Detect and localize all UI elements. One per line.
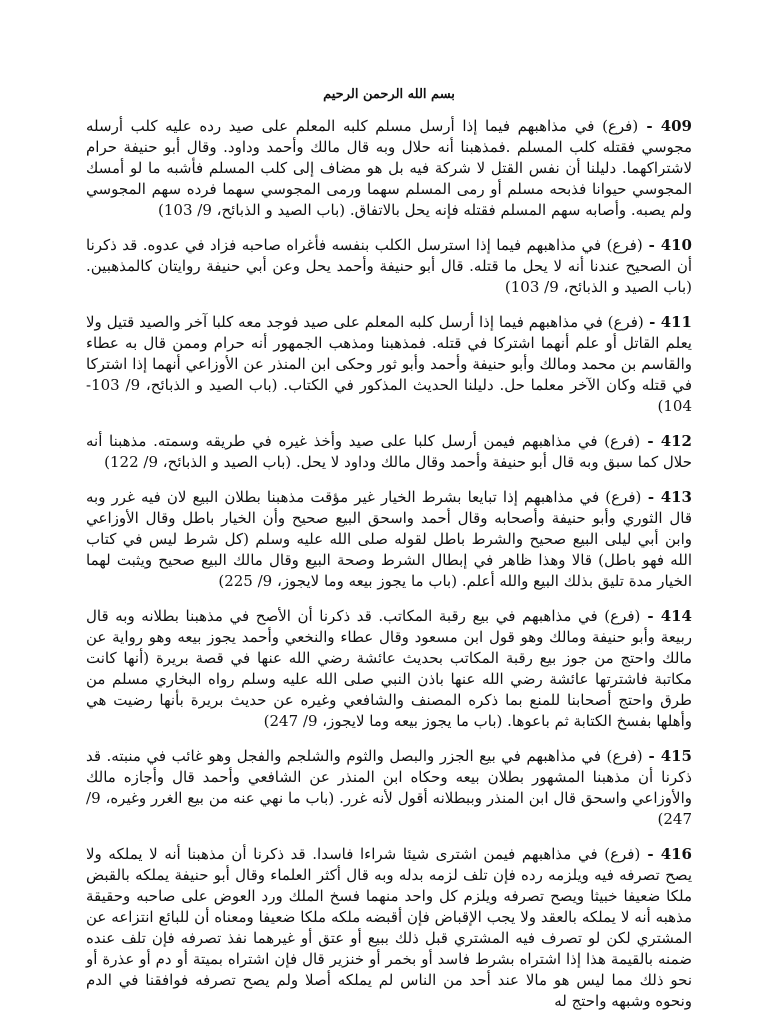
entry-number: 411 xyxy=(660,313,692,331)
entry-text: (فرع) في مذاهبهم فيما إذا أرسل كلبه المعلم على صيد فوجد معه كلبا آخر والصيد قتيل ولا يعلم القاتل أو علم أنهما اشتركا في قتله. فمذهبنا ومذهب الجمهور أنه حرام وممن قال به عطاء والقاسم بن محمد ومالك وأبو حنيفة وأحمد وأبو ثور وحكى ابن المنذر عن الأوزاعي أنهما إذا اشتركا في قتله وكان الآخر معلما حل. دليلنا الحديث المذكور في الكتاب. (باب الصيد و الذبائح، 9/ 103-104) xyxy=(86,313,692,415)
entry-410: 410 - (فرع) في مذاهبهم فيما إذا استرسل الكلب بنفسه فأغراه صاحبه فزاد في عدوه. قد ذكرنا أن الصحيح عندنا أنه لا يحل ما قتله. قال أبو حنيفة وأحمد يحل وعن أبي حنيفة روايتان كالمذهبين. (باب الصيد و الذبائح، 9/ 103) xyxy=(86,236,692,296)
entry-text: (فرع) في مذاهبهم إذا تبايعا بشرط الخيار غير مؤقت مذهبنا بطلان البيع لان فيه غرر وبه قال الثوري وأبو حنيفة وأصحابه وقال أحمد واسحق البيع صحيح وأن الخيار باطل وقال الأوزاعي وابن أبي ليلى البيع صحيح والشرط باطل لقوله صلى الله عليه وسلم (كل شرط ليس في كتاب الله فهو باطل) قالا وهذا ظاهر في إبطال الشرط وصحة البيع وقال مالك البيع صحيح ويثبت لهما الخيار مدة تليق بذلك البيع والله أعلم. (باب ما يجوز بيعه وما لايجوز، 9/ 225) xyxy=(86,488,692,590)
entry-text: (فرع) في مذاهبهم فيمن اشترى شيئا شراءا فاسدا. قد ذكرنا أن مذهبنا أنه لا يملكه ولا يصح تصرفه فيه ويلزمه رده فإن تلف لزمه بدله وبه قال أكثر العلماء وقال أبو حنيفة يملكه بالقبض ملكا ضعيفا خبيثا ويصح تصرفه ويلزم كل واحد منهما فسخ الملك ورد العوض على صاحبه وحقيقة مذهبه أنه لا يملكه بالعقد ولا يجب الإقباض فإن أقبضه ملكه ملكا ضعيفا ومعناه أن للبائع انتزاعه عن المشتري لكن لو تصرف فيه المشتري قبل ذلك ببيع أو عتق أو غيرهما نفذ تصرفه فإن تلف عنده ضمنه بالقيمة هذا إذا اشتراه بشرط فاسد أو بخمر أو خنزير قال فإن اشتراه بميتة أو دم أو عذرة أو نحو ذلك مما ليس هو مالا عند أحد من الناس لم يملكه أصلا ولم يصح تصرفه فوافقنا في الدم ونحوه وشبهه واحتج له xyxy=(86,845,692,1010)
entry-415: 415 - (فرع) في مذاهبهم في بيع الجزر والبصل والثوم والشلجم والفجل وهو غائب في منبته. قد ذكرنا أن مذهبنا المشهور بطلان بيعه وحكاه ابن المنذر عن الشافعي وأحمد قال وأجازه مالك والأوزاعي واسحق قال ابن المنذر وببطلانه أقول لأنه غرر. (باب ما نهي عنه من بيع الغرر وغيره، 9/ 247) xyxy=(86,747,692,828)
entry-text: (فرع) في مذاهبهم في بيع الجزر والبصل والثوم والشلجم والفجل وهو غائب في منبته. قد ذكرنا أن مذهبنا المشهور بطلان بيعه وحكاه ابن المنذر عن الشافعي وأحمد قال وأجازه مالك والأوزاعي واسحق قال ابن المنذر وببطلانه أقول لأنه غرر. (باب ما نهي عنه من بيع الغرر وغيره، 9/ 247) xyxy=(86,747,692,828)
entry-text: (فرع) في مذاهبهم فيما إذا أرسل مسلم كلبه المعلم على صيد رده عليه كلب أرسله مجوسي فقتله كلب المسلم .فمذهبنا أنه حلال وبه قال مالك وأحمد وداود. وقال أبو حنيفة حرام لاشتراكهما. دليلنا أن نفس القتل لا شركة فيه بل هو مضاف إلى كلب المسلم فأشبه ما لو أمسك المجوسي حيوانا فذبحه مسلم أو رمى المسلم سهما ورمى المجوسي سهما فرده سهم المجوسي ولم يصبه. وأصابه سهم المسلم فقتله فإنه يحل بالاتفاق. (باب الصيد و الذبائح، 9/ 103) xyxy=(86,117,692,219)
entry-number: 413 xyxy=(660,488,692,506)
document-page xyxy=(86,86,692,1026)
entry-414: 414 - (فرع) في مذاهبهم في بيع رقبة المكاتب. قد ذكرنا أن الأصح في مذهبنا بطلانه وبه قال ربيعة وأبو حنيفة ومالك وهو قول ابن مسعود وقال عطاء والنخعي وأحمد يجوز بيعه وهو رواية عن مالك واحتج من جوز بيع رقبة المكاتب بحديث عائشة رضي الله عنها في قصة بريرة (أنها كانت مكاتبة فاشترتها عائشة رضي الله عنها باذن النبي صلى الله عليه وسلم رواه البخاري مسلم من طرق واحتج أصحابنا للمنع بما ذكره المصنف والشافعي وغيره عن حديث بريرة بأنها رضيت هي وأهلها بفسخ الكتابة ثم باعوها. (باب ما يجوز بيعه وما لايجوز، 9/ 247) xyxy=(86,607,692,730)
entry-409: 409 - (فرع) في مذاهبهم فيما إذا أرسل مسلم كلبه المعلم على صيد رده عليه كلب أرسله مجوسي فقتله كلب المسلم .فمذهبنا أنه حلال وبه قال مالك وأحمد وداود. وقال أبو حنيفة حرام لاشتراكهما. دليلنا أن نفس القتل لا شركة فيه بل هو مضاف إلى كلب المسلم فأشبه ما لو أمسك المجوسي حيوانا فذبحه مسلم أو رمى المسلم سهما ورمى المجوسي سهما فرده سهم المجوسي ولم يصبه. وأصابه سهم المسلم فقتله فإنه يحل بالاتفاق. (باب الصيد و الذبائح، 9/ 103) xyxy=(86,117,692,219)
entry-413: 413 - (فرع) في مذاهبهم إذا تبايعا بشرط الخيار غير مؤقت مذهبنا بطلان البيع لان فيه غرر وبه قال الثوري وأبو حنيفة وأصحابه وقال أحمد واسحق البيع صحيح وأن الخيار باطل وقال الأوزاعي وابن أبي ليلى البيع صحيح والشرط باطل لقوله صلى الله عليه وسلم (كل شرط ليس في كتاب الله فهو باطل) قالا وهذا ظاهر في إبطال الشرط وصحة البيع وقال مالك البيع صحيح ويثبت لهما الخيار مدة تليق بذلك البيع والله أعلم. (باب ما يجوز بيعه وما لايجوز، 9/ 225) xyxy=(86,488,692,590)
entry-412: 412 - (فرع) في مذاهبهم فيمن أرسل كلبا على صيد وأخذ غيره في طريقه وسمته. مذهبنا أنه حلال كما سبق وبه قال أبو حنيفة وأحمد وقال مالك وداود لا يحل. (باب الصيد و الذبائح، 9/ 122) xyxy=(86,432,692,471)
entry-number: 410 xyxy=(660,236,692,254)
entry-number: 409 xyxy=(660,117,692,135)
entry-416: 416 - (فرع) في مذاهبهم فيمن اشترى شيئا شراءا فاسدا. قد ذكرنا أن مذهبنا أنه لا يملكه ولا يصح تصرفه فيه ويلزمه رده فإن تلف لزمه بدله وبه قال أكثر العلماء وقال أبو حنيفة يملكه بالقبض ملكا ضعيفا خبيثا ويصح تصرفه ويلزم كل واحد منهما فسخ الملك ورد العوض على صاحبه وحقيقة مذهبه أنه لا يملكه بالعقد ولا يجب الإقباض فإن أقبضه ملكه ملكا ضعيفا ومعناه أن للبائع انتزاعه عن المشتري لكن لو تصرف فيه المشتري قبل ذلك ببيع أو عتق أو غيرهما نفذ تصرفه فإن تلف عنده ضمنه بالقيمة هذا إذا اشتراه بشرط فاسد أو بخمر أو خنزير قال فإن اشتراه بميتة أو دم أو عذرة أو نحو ذلك مما ليس هو مالا عند أحد من الناس لم يملكه أصلا ولم يصح تصرفه فوافقنا في الدم ونحوه وشبهه واحتج له xyxy=(86,845,692,1010)
entry-number: 416 xyxy=(660,845,692,863)
entry-number: 414 xyxy=(660,607,692,625)
entry-411: 411 - (فرع) في مذاهبهم فيما إذا أرسل كلبه المعلم على صيد فوجد معه كلبا آخر والصيد قتيل ولا يعلم القاتل أو علم أنهما اشتركا في قتله. فمذهبنا ومذهب الجمهور أنه حرام وممن قال به عطاء والقاسم بن محمد ومالك وأبو حنيفة وأحمد وأبو ثور وحكى ابن المنذر عن الأوزاعي أنهما إذا اشتركا في قتله وكان الآخر معلما حل. دليلنا الحديث المذكور في الكتاب. (باب الصيد و الذبائح، 9/ 103-104) xyxy=(86,313,692,415)
entry-text: (فرع) في مذاهبهم فيمن أرسل كلبا على صيد وأخذ غيره في طريقه وسمته. مذهبنا أنه حلال كما سبق وبه قال أبو حنيفة وأحمد وقال مالك وداود لا يحل. (باب الصيد و الذبائح، 9/ 122) xyxy=(86,432,692,471)
entry-text: (فرع) في مذاهبهم فيما إذا استرسل الكلب بنفسه فأغراه صاحبه فزاد في عدوه. قد ذكرنا أن الصحيح عندنا أنه لا يحل ما قتله. قال أبو حنيفة وأحمد يحل وعن أبي حنيفة روايتان كالمذهبين. (باب الصيد و الذبائح، 9/ 103) xyxy=(86,236,692,296)
entry-text: (فرع) في مذاهبهم في بيع رقبة المكاتب. قد ذكرنا أن الأصح في مذهبنا بطلانه وبه قال ربيعة وأبو حنيفة ومالك وهو قول ابن مسعود وقال عطاء والنخعي وأحمد يجوز بيعه وهو رواية عن مالك واحتج من جوز بيع رقبة المكاتب بحديث عائشة رضي الله عنها في قصة بريرة (أنها كانت مكاتبة فاشترتها عائشة رضي الله عنها باذن النبي صلى الله عليه وسلم رواه البخاري مسلم من طرق واحتج أصحابنا للمنع بما ذكره المصنف والشافعي وغيره عن حديث بريرة بأنها رضيت هي وأهلها بفسخ الكتابة ثم باعوها. (باب ما يجوز بيعه وما لايجوز، 9/ 247) xyxy=(86,607,692,730)
entry-number: 412 xyxy=(660,432,692,450)
basmala-heading: بسم الله الرحمن الرحيم xyxy=(323,87,455,102)
entry-number: 415 xyxy=(660,747,692,765)
